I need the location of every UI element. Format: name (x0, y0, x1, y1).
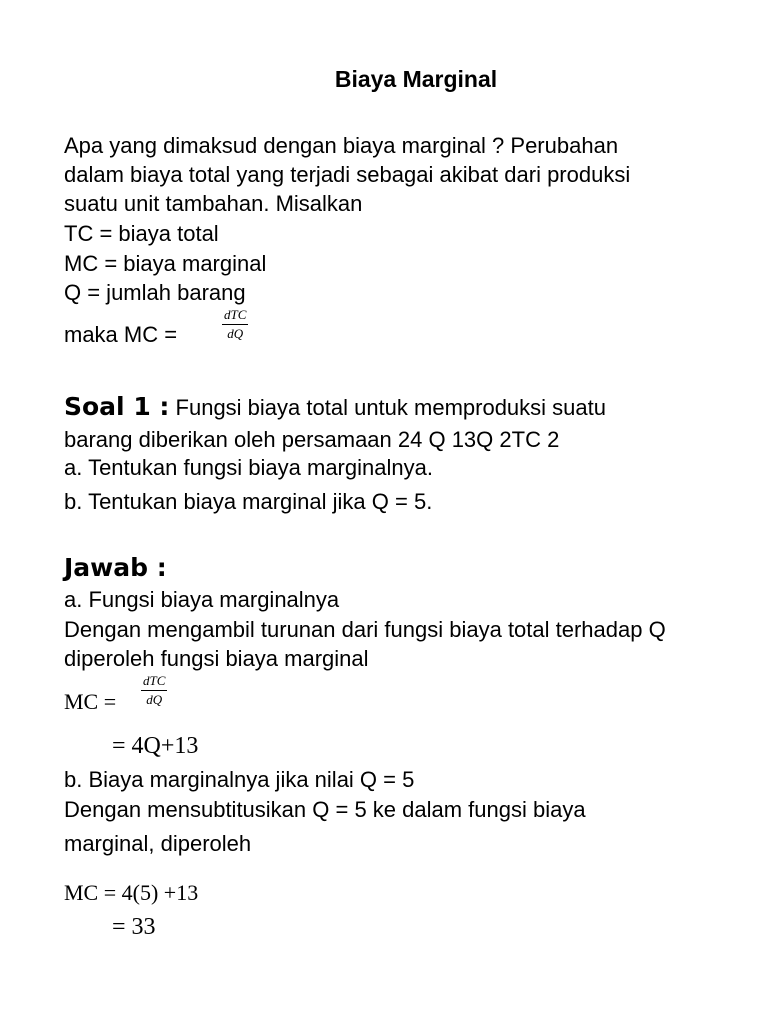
jawab-line-1: a. Fungsi biaya marginalnya (64, 587, 340, 612)
jawab-label: Jawab : (64, 553, 167, 582)
intro-line-2: dalam biaya total yang terjadi sebagai akibat dari produksi (64, 162, 631, 187)
calc-line-1: MC = 4(5) +13 (64, 880, 199, 905)
soal-label: Soal 1 : (64, 392, 170, 421)
definition-q: Q = jumlah barang (64, 280, 246, 305)
soal-item-a: a. Tentukan fungsi biaya marginalnya. (64, 455, 433, 480)
intro-line-1: Apa yang dimaksud dengan biaya marginal ? Perubahan (64, 133, 619, 158)
intro-fraction (222, 307, 248, 342)
fraction-numerator: dTC (222, 307, 248, 325)
page-title: Biaya Marginal (334, 66, 498, 92)
mc-label: MC = (64, 689, 117, 714)
calc-line-2: = 33 (112, 914, 156, 940)
maka-label: maka MC = (64, 322, 178, 347)
soal-heading (64, 394, 606, 419)
jawab-line-2: Dengan mengambil turunan dari fungsi biaya total terhadap Q (64, 617, 666, 642)
soal-text-second: barang diberikan oleh persamaan 24 Q 13Q 2TC 2 (64, 427, 560, 452)
intro-line-3: suatu unit tambahan. Misalkan (64, 191, 363, 216)
result-a: = 4Q+13 (112, 733, 199, 759)
jawab-line-3: diperoleh fungsi biaya marginal (64, 646, 369, 671)
jawab-fraction (141, 673, 167, 708)
fraction-numerator: dTC (141, 673, 167, 691)
definition-tc: TC = biaya total (64, 221, 219, 246)
jawab-heading (64, 555, 167, 580)
fraction-denominator: dQ (146, 692, 163, 707)
jawab-b-line-1: b. Biaya marginalnya jika nilai Q = 5 (64, 767, 415, 792)
soal-item-b: b. Tentukan biaya marginal jika Q = 5. (64, 489, 433, 514)
soal-text-first: Fungsi biaya total untuk memproduksi suatu (169, 395, 606, 420)
definition-mc: MC = biaya marginal (64, 251, 267, 276)
jawab-b-line-3: marginal, diperoleh (64, 831, 252, 856)
fraction-denominator: dQ (227, 326, 244, 341)
jawab-b-line-2: Dengan mensubtitusikan Q = 5 ke dalam fungsi biaya (64, 797, 586, 822)
